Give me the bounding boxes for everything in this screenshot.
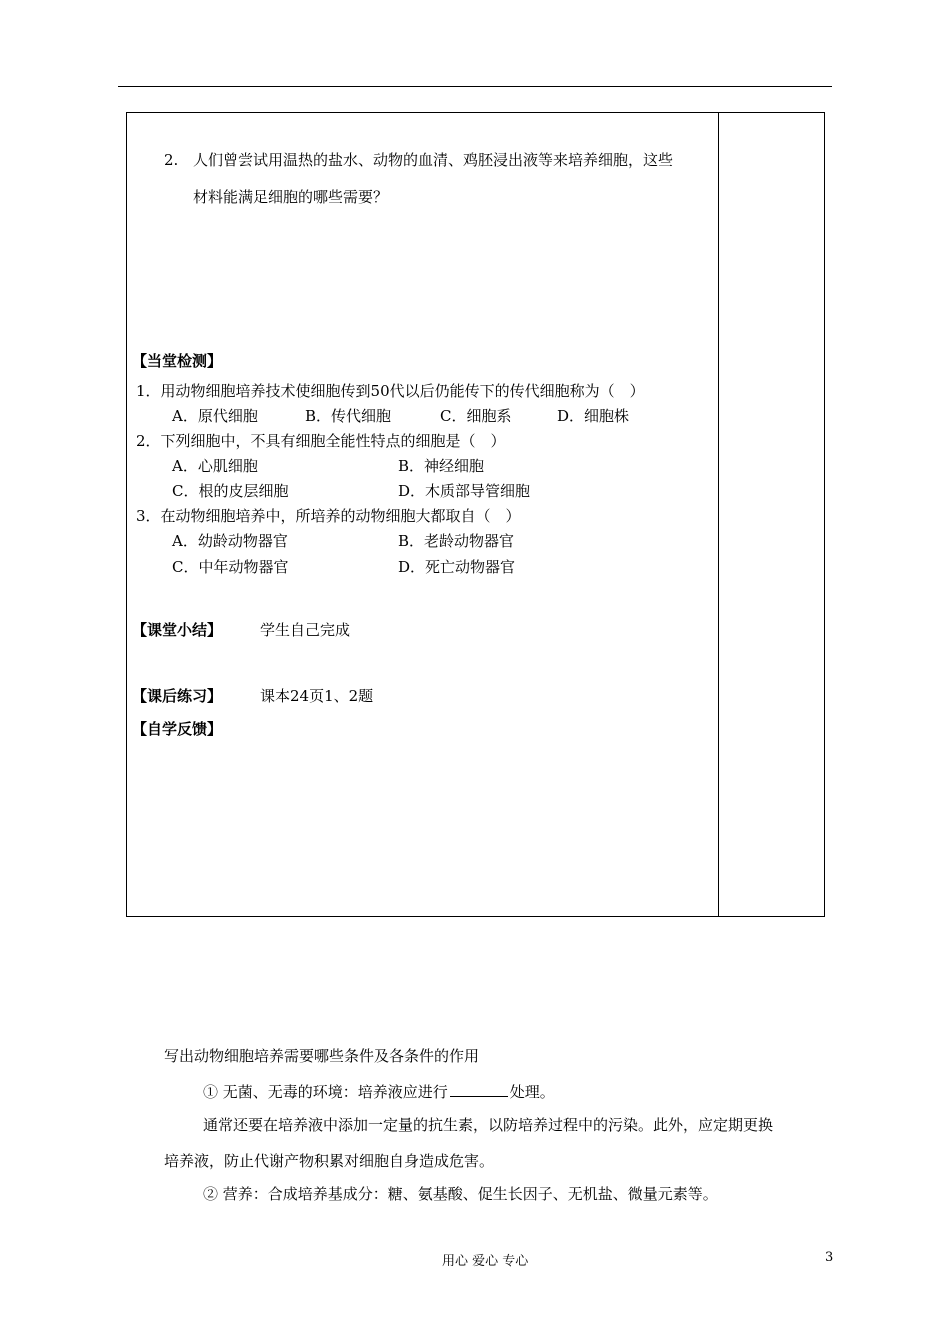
footer-center: 用心 爱心 专心 [442,1254,529,1269]
paragraph-line-1: 通常还要在培养液中添加一定量的抗生素，以防培养过程中的污染。此外，应定期更换 [203,1116,774,1134]
condition-item-1-end: 处理。 [509,1083,555,1101]
check-q3-a: A．幼龄动物器官 [172,532,288,550]
summary-text: 学生自己完成 [260,621,351,639]
check-q1: 1．用动物细胞培养技术使细胞传到50代以后仍能传下的传代细胞称为（ ） [136,382,645,400]
summary-heading: 【课堂小结】 [132,621,223,639]
check-q2-d: D．木质部导管细胞 [398,482,531,500]
conditions-intro: 写出动物细胞培养需要哪些条件及各条件的作用 [164,1047,480,1065]
paragraph-line-2: 培养液，防止代谢产物积累对细胞自身造成危害。 [164,1152,495,1170]
page-number: 3 [825,1250,834,1265]
check-q3: 3．在动物细胞培养中，所培养的动物细胞大都取自（ ） [136,507,521,525]
check-heading: 【当堂检测】 [132,352,223,370]
condition-item-1-text: ① 无菌、无毒的环境：培养液应进行 [203,1083,448,1101]
check-q1-c: C．细胞系 [440,407,512,425]
condition-item-2: ② 营养：合成培养基成分：糖、氨基酸、促生长因子、无机盐、微量元素等。 [203,1185,718,1203]
condition-item-1 [203,1082,555,1101]
check-q2: 2．下列细胞中，不具有细胞全能性特点的细胞是（ ） [136,432,506,450]
q2-number: 2. [164,151,179,169]
check-q1-b: B．传代细胞 [305,407,392,425]
homework-text: 课本24页1、2题 [260,687,374,705]
check-q1-a: A．原代细胞 [172,407,258,425]
check-q2-b: B．神经细胞 [398,457,485,475]
homework-heading: 【课后练习】 [132,687,223,705]
check-q3-c: C．中年动物器官 [172,558,289,576]
check-q1-d: D．细胞株 [557,407,630,425]
check-q2-a: A．心肌细胞 [172,457,258,475]
q2-line2: 材料能满足细胞的哪些需要？ [193,188,389,206]
notes-column-divider [718,112,719,917]
header-rule [118,86,832,87]
check-q3-d: D．死亡动物器官 [398,558,516,576]
check-q3-b: B．老龄动物器官 [398,532,515,550]
q2-line1: 人们曾尝试用温热的盐水、动物的血清、鸡胚浸出液等来培养细胞，这些 [193,151,674,169]
check-q2-c: C．根的皮层细胞 [172,482,289,500]
feedback-heading: 【自学反馈】 [132,720,223,738]
fill-blank[interactable] [450,1082,508,1097]
